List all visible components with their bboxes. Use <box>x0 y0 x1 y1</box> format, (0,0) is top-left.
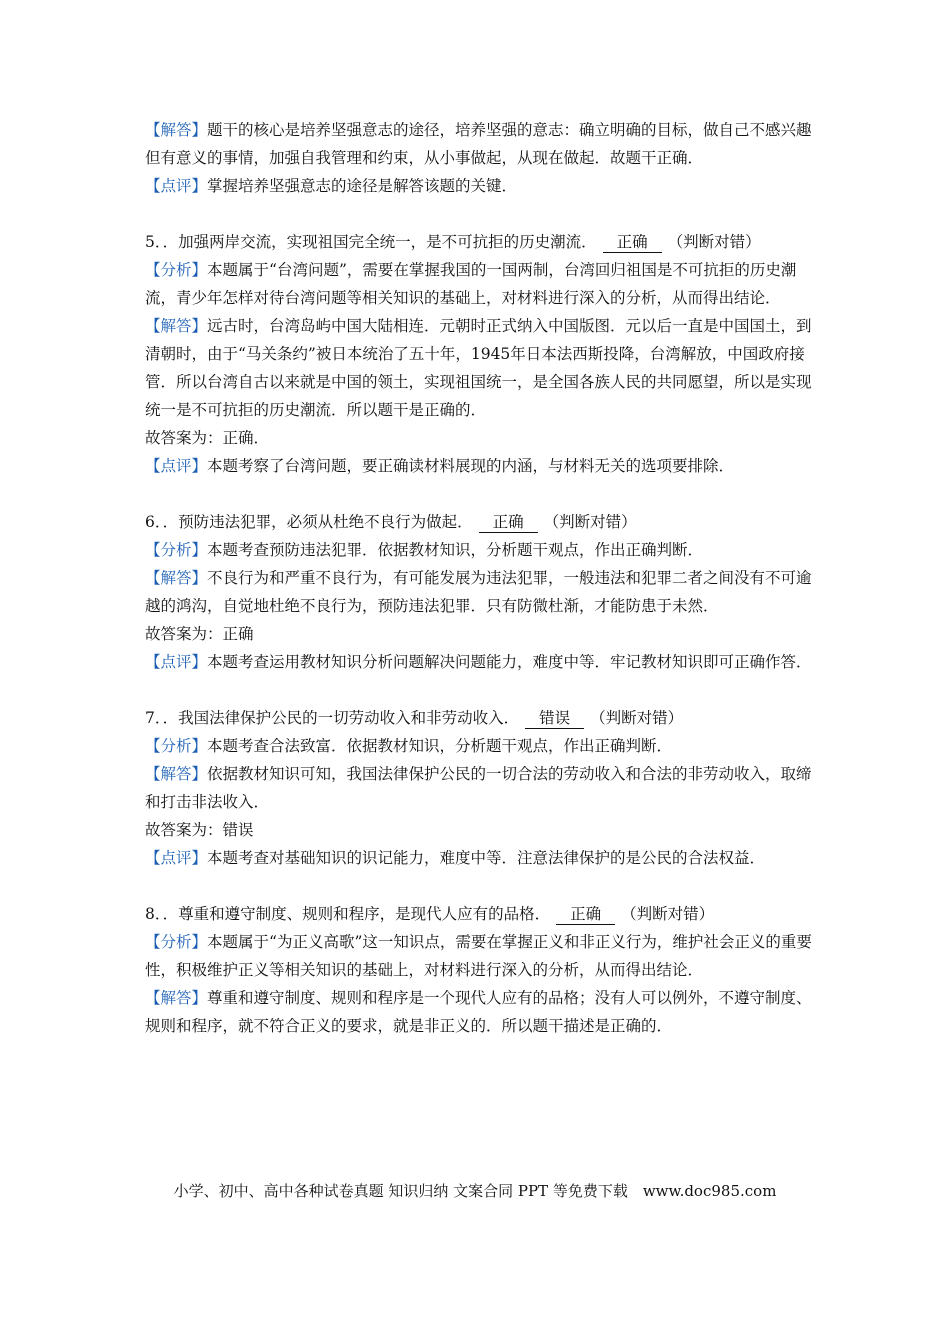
answer-tag: 【解答】 <box>145 121 208 139</box>
q8-suffix: （判断对错） <box>621 905 715 923</box>
q6-stem-text: 6．．预防违法犯罪，必须从杜绝不良行为做起． <box>145 513 473 531</box>
q4-review-text: 掌握培养坚强意志的途径是解答该题的关键． <box>207 177 518 195</box>
q5-stem <box>145 228 815 256</box>
q7-analysis-text: 本题考查合法致富．依据教材知识，分析题干观点，作出正确判断． <box>207 737 673 755</box>
analysis-tag: 【分析】 <box>145 933 208 951</box>
review-tag: 【点评】 <box>145 849 208 867</box>
q6-final: 故答案为：正确 <box>145 625 254 643</box>
analysis-tag: 【分析】 <box>145 541 208 559</box>
q6-suffix: （判断对错） <box>543 513 637 531</box>
q5-review-text: 本题考察了台湾问题，要正确读材料展现的内涵，与材料无关的选项要排除． <box>207 457 735 475</box>
q7-stem <box>145 704 815 732</box>
answer-tag: 【解答】 <box>145 317 208 335</box>
q5-analysis <box>145 256 815 312</box>
q7-blank: 错误 <box>525 708 584 729</box>
q6-review-text: 本题考查运用教材知识分析问题解决问题能力，难度中等．牢记教材知识即可正确作答． <box>207 653 812 671</box>
review-tag: 【点评】 <box>145 457 208 475</box>
answer-tag: 【解答】 <box>145 569 208 587</box>
review-tag: 【点评】 <box>145 653 208 671</box>
q5-final: 故答案为：正确． <box>145 429 270 447</box>
q7-answer-text: 依据教材知识可知，我国法律保护公民的一切合法的劳动收入和合法的非劳动收入，取缔和打击非法收入． <box>145 765 812 811</box>
q8-analysis-text: 本题属于“为正义高歌”这一知识点，需要在掌握正义和非正义行为，维护社会正义的重要性，积极维护正义等相关知识的基础上，对材料进行深入的分析，从而得出结论． <box>145 933 812 979</box>
q8-analysis <box>145 928 815 984</box>
q4-answer <box>145 116 815 172</box>
q6-answer <box>145 564 815 620</box>
q5-blank: 正确 <box>603 232 662 253</box>
q6-review <box>145 648 815 676</box>
q5-answer <box>145 312 815 424</box>
q5-suffix: （判断对错） <box>667 233 761 251</box>
q6-analysis <box>145 536 815 564</box>
review-tag: 【点评】 <box>145 177 208 195</box>
page-footer: 小学、初中、高中各种试卷真题 知识归纳 文案合同 PPT 等免费下载 www.doc985.com <box>173 1182 777 1200</box>
q5-answer-text: 远古时，台湾岛屿中国大陆相连．元朝时正式纳入中国版图．元以后一直是中国国土，到清朝时，由于“马关条约”被日本统治了五十年，1945年日本法西斯投降，台湾解放，中国政府接管．所以台湾自古以来就是中国的领土，实现祖国统一，是全国各族人民的共同愿望，所以是实现统一是不可抗拒的历史潮流．所以题干是正确的． <box>145 317 812 419</box>
q7-final: 故答案为：错误 <box>145 821 254 839</box>
q6-answer-text: 不良行为和严重不良行为，有可能发展为违法犯罪，一般违法和犯罪二者之间没有不可逾越的鸿沟，自觉地杜绝不良行为，预防违法犯罪．只有防微杜渐，才能防患于未然． <box>145 569 812 615</box>
q6-blank: 正确 <box>479 512 538 533</box>
answer-tag: 【解答】 <box>145 765 208 783</box>
q7-review-text: 本题考查对基础知识的识记能力，难度中等．注意法律保护的是公民的合法权益． <box>207 849 766 867</box>
q6-stem <box>145 508 815 536</box>
document-body <box>145 116 815 1040</box>
analysis-tag: 【分析】 <box>145 261 208 279</box>
q5-analysis-text: 本题属于“台湾问题”，需要在掌握我国的一国两制，台湾回归祖国是不可抗拒的历史潮流，青少年怎样对待台湾问题等相关知识的基础上，对材料进行深入的分析，从而得出结论． <box>145 261 797 307</box>
analysis-tag: 【分析】 <box>145 737 208 755</box>
q7-review <box>145 844 815 872</box>
q8-stem <box>145 900 815 928</box>
q8-blank: 正确 <box>556 904 615 925</box>
q7-analysis <box>145 732 815 760</box>
q7-stem-text: 7．．我国法律保护公民的一切劳动收入和非劳动收入． <box>145 709 520 727</box>
q4-answer-text: 题干的核心是培养坚强意志的途径，培养坚强的意志：确立明确的目标，做自己不感兴趣但有意义的事情，加强自我管理和约束，从小事做起，从现在做起．故题干正确． <box>145 121 812 167</box>
q8-answer-text: 尊重和遵守制度、规则和程序是一个现代人应有的品格；没有人可以例外，不遵守制度、规则和程序，就不符合正义的要求，就是非正义的．所以题干描述是正确的． <box>145 989 812 1035</box>
q8-answer <box>145 984 815 1040</box>
q7-suffix: （判断对错） <box>590 709 684 727</box>
answer-tag: 【解答】 <box>145 989 208 1007</box>
q4-review <box>145 172 815 200</box>
q6-analysis-text: 本题考查预防违法犯罪．依据教材知识，分析题干观点，作出正确判断． <box>207 541 704 559</box>
q5-stem-text: 5．．加强两岸交流，实现祖国完全统一，是不可抗拒的历史潮流． <box>145 233 597 251</box>
q5-review <box>145 452 815 480</box>
q8-stem-text: 8．．尊重和遵守制度、规则和程序，是现代人应有的品格． <box>145 905 551 923</box>
q7-answer <box>145 760 815 816</box>
